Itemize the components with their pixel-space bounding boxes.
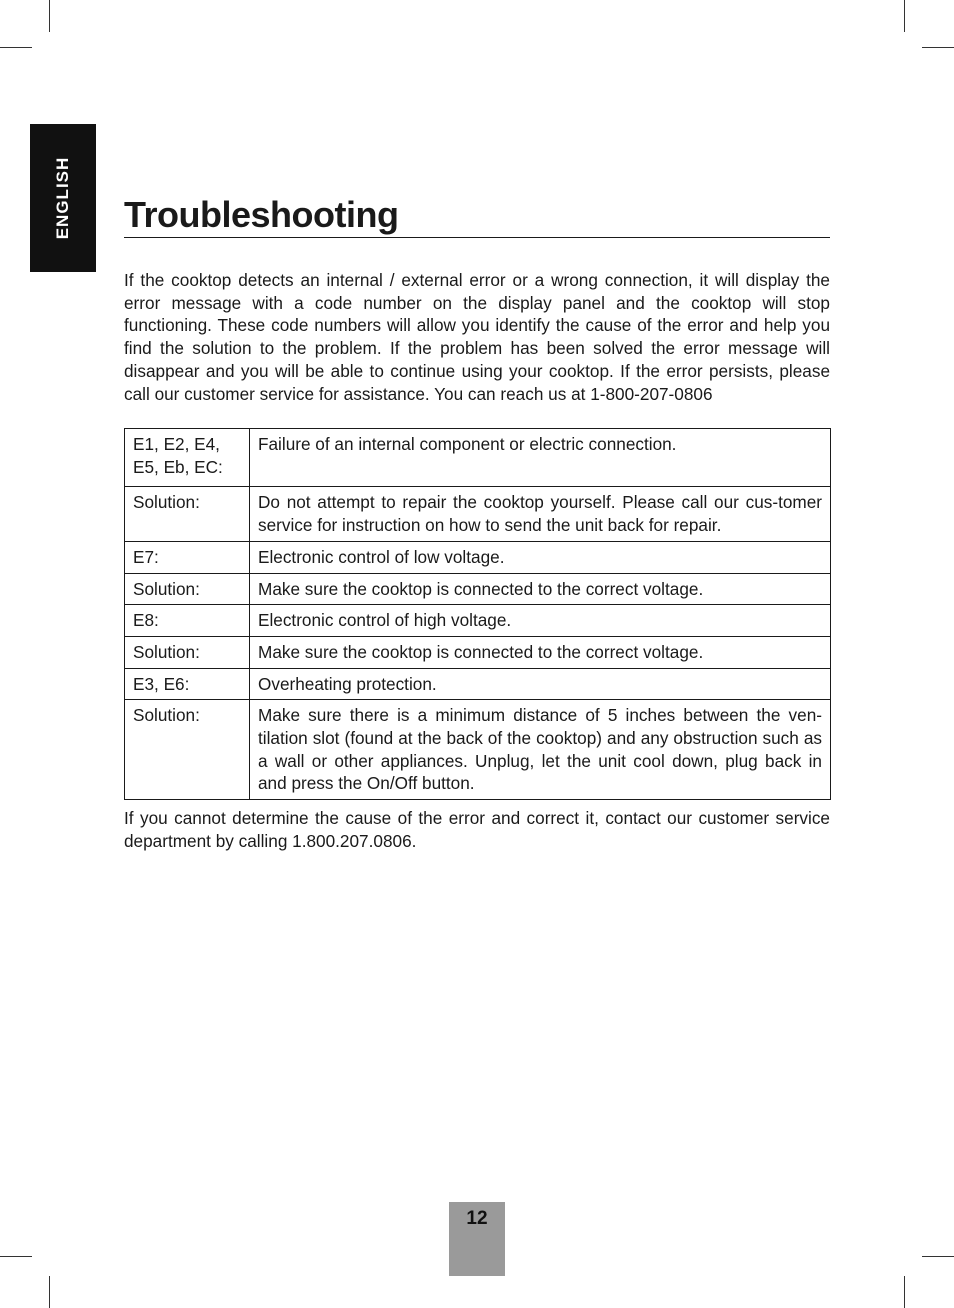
table-row [125,541,831,573]
table-row [125,668,831,700]
table-row [125,605,831,637]
description-cell: Make sure there is a minimum distance of 5 inches between the ven-tilation slot (found at the back of the cooktop) and any obstruction such as a wall or other appliances. Unplug, let the unit cool down, plug back in and press the On/Off button. [250,700,831,800]
description-cell: Overheating protection. [250,668,831,700]
crop-mark [904,0,905,32]
language-tab [30,124,96,272]
description-cell: Do not attempt to repair the cooktop yourself. Please call our cus-tomer service for instruction on how to send the unit back for repair. [250,487,831,541]
description-cell: Make sure the cooktop is connected to the correct voltage. [250,636,831,668]
table-row [125,429,831,487]
error-code-cell: E3, E6: [125,668,250,700]
error-code-cell: Solution: [125,487,250,541]
error-code-cell: E8: [125,605,250,637]
crop-mark [922,47,954,48]
table-row [125,487,831,541]
description-cell: Make sure the cooktop is connected to the correct voltage. [250,573,831,605]
page-number-box [449,1202,505,1276]
crop-mark [904,1276,905,1308]
error-code-table [124,428,831,800]
footer-paragraph: If you cannot determine the cause of the error and correct it, contact our customer service department by calling 1.800.207.0806. [124,808,830,851]
error-code-cell: E1, E2, E4, E5, Eb, EC: [125,429,250,487]
error-code-cell: Solution: [125,636,250,668]
description-cell: Failure of an internal component or electric connection. [250,429,831,487]
crop-mark [0,47,32,48]
description-cell: Electronic control of high voltage. [250,605,831,637]
error-code-cell: Solution: [125,573,250,605]
language-tab-label: ENGLISH [53,156,72,240]
page-number: 12 [466,1208,488,1229]
page-title: Troubleshooting [124,194,399,235]
title-divider [124,237,830,238]
description-cell: Electronic control of low voltage. [250,541,831,573]
crop-mark [922,1256,954,1257]
crop-mark [0,1256,32,1257]
crop-mark [49,1276,50,1308]
table-row [125,700,831,800]
intro-paragraph: If the cooktop detects an internal / external error or a wrong connection, it will display the error message with a code number on the display panel and the cooktop will stop functioning. These code numbers will allow you identify the cause of the error and help you find the solution to the problem. If the problem has been solved the error message will disappear and you will be able to continue using your cooktop. If the error persists, please call our customer service for assistance. You can reach us at 1-800-207-0806 [124,270,830,404]
table-row [125,636,831,668]
error-code-cell: E7: [125,541,250,573]
crop-mark [49,0,50,32]
table-row [125,573,831,605]
error-code-cell: Solution: [125,700,250,800]
